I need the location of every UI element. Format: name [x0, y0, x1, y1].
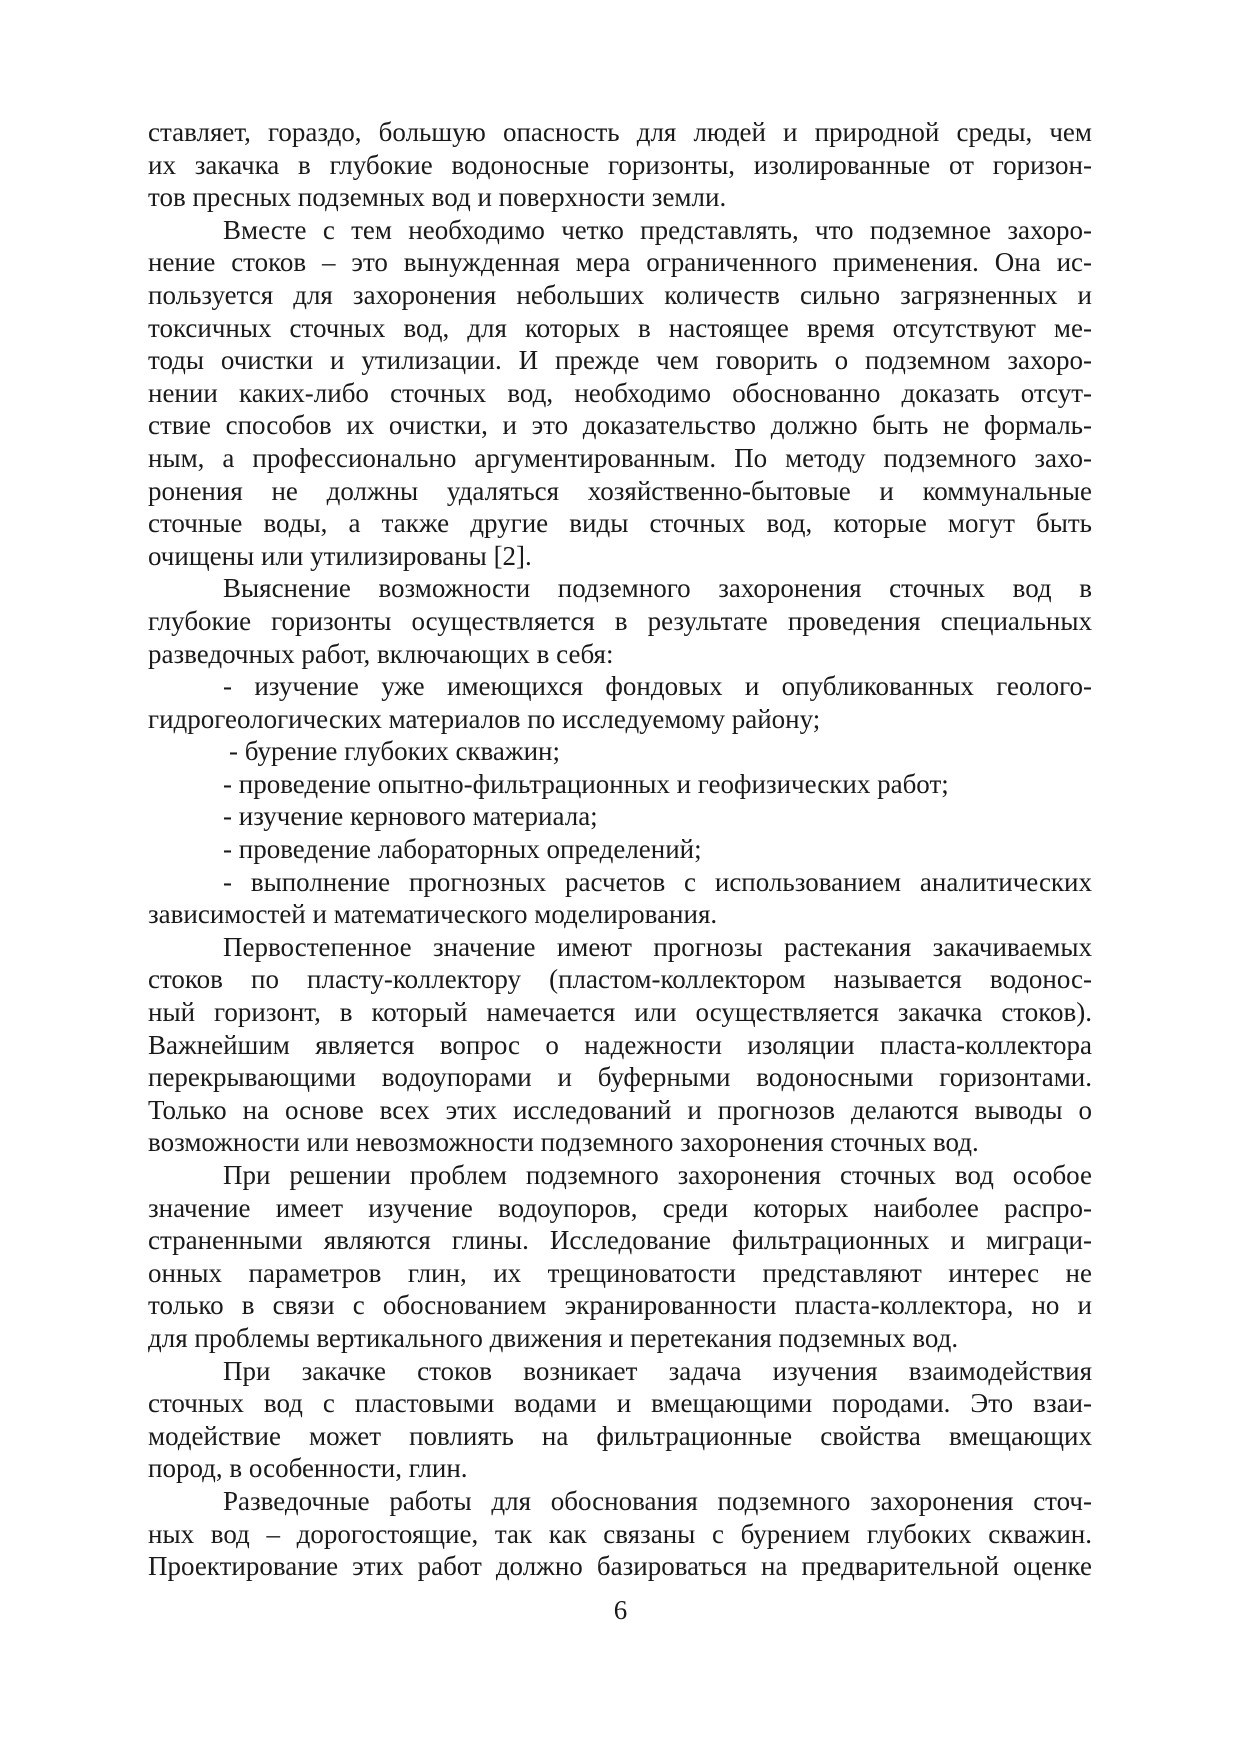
- text-line: сточных вод с пластовыми водами и вмещающими породами. Это взаи-: [148, 1388, 1092, 1419]
- text-line: пород, в особенности, глин.: [148, 1453, 468, 1484]
- text-line: - бурение глубоких скважин;: [229, 736, 560, 767]
- text-line: ставляет, гораздо, большую опасность для людей и природной среды, чем: [148, 117, 1092, 147]
- text-line: Только на основе всех этих исследований и прогнозов делаются выводы о: [148, 1094, 1092, 1125]
- text-line: разведочных работ, включающих в себя:: [148, 638, 614, 669]
- text-line: гидрогеологических материалов по исследуемому району;: [148, 703, 821, 734]
- text-line: Первостепенное значение имеют прогнозы растекания закачиваемых: [223, 931, 1092, 962]
- text-line: тов пресных подземных вод и поверхности земли.: [148, 182, 727, 213]
- text-line: их закачка в глубокие водоносные горизонты, изолированные от горизон-: [148, 149, 1092, 180]
- text-line: для проблемы вертикального движения и перетекания подземных вод.: [148, 1322, 959, 1353]
- text-line: ным, а профессионально аргументированным. По методу подземного захо-: [148, 442, 1092, 473]
- text-line: Важнейшим является вопрос о надежности изоляции пласта-коллектора: [148, 1029, 1092, 1060]
- text-line: При решении проблем подземного захоронения сточных вод особое: [223, 1160, 1092, 1190]
- text-line: ствие способов их очистки, и это доказательство должно быть не формаль-: [148, 410, 1092, 441]
- text-line: только в связи с обоснованием экранированности пласта-коллектора, но и: [148, 1290, 1092, 1321]
- text-line: ных вод – дорогостоящие, так как связаны с бурением глубоких скважин.: [148, 1518, 1092, 1549]
- text-line: тоды очистки и утилизации. И прежде чем говорить о подземном захоро-: [148, 345, 1092, 376]
- text-line: Разведочные работы для обоснования подземного захоронения сточ-: [223, 1485, 1092, 1516]
- text-line: - изучение кернового материала;: [223, 801, 598, 832]
- text-line: перекрывающими водоупорами и буферными водоносными горизонтами.: [148, 1062, 1092, 1093]
- text-line: глубокие горизонты осуществляется в результате проведения специальных: [148, 605, 1092, 636]
- text-line: онных параметров глин, их трещиноватости представляют интерес не: [148, 1257, 1092, 1288]
- text-line: нении каких-либо сточных вод, необходимо обоснованно доказать отсут-: [148, 377, 1092, 408]
- text-line: стоков по пласту-коллектору (пластом-коллектором называется водонос-: [148, 964, 1092, 995]
- text-line: - выполнение прогнозных расчетов с использованием аналитических: [223, 866, 1092, 897]
- text-line: значение имеет изучение водоупоров, среди которых наиболее распро-: [148, 1192, 1092, 1223]
- text-line: пользуется для захоронения небольших количеств сильно загрязненных и: [148, 279, 1092, 310]
- text-line: - изучение уже имеющихся фондовых и опубликованных геолого-: [223, 671, 1092, 702]
- text-line: очищены или утилизированы [2].: [148, 540, 532, 571]
- text-line: страненными являются глины. Исследование фильтрационных и миграци-: [148, 1225, 1092, 1256]
- text-line: зависимостей и математического моделирования.: [148, 899, 718, 930]
- text-line: ронения не должны удаляться хозяйственно-бытовые и коммунальные: [148, 475, 1092, 506]
- text-line: токсичных сточных вод, для которых в настоящее время отсутствуют ме-: [148, 312, 1092, 343]
- text-line: - проведение опытно-фильтрационных и геофизических работ;: [223, 768, 949, 799]
- page-number: 6: [613, 1595, 628, 1625]
- text-line: При закачке стоков возникает задача изучения взаимодействия: [223, 1355, 1092, 1386]
- text-line: нение стоков – это вынужденная мера ограниченного применения. Она ис-: [148, 247, 1092, 278]
- text-line: - проведение лабораторных определений;: [223, 834, 702, 865]
- text-line: Проектирование этих работ должно базироваться на предварительной оценке: [148, 1551, 1092, 1582]
- text-line: Вместе с тем необходимо четко представлять, что подземное захоро-: [223, 214, 1092, 245]
- text-line: возможности или невозможности подземного захоронения сточных вод.: [148, 1127, 979, 1158]
- page-body: [148, 116, 1092, 1583]
- text-line: ный горизонт, в который намечается или осуществляется закачка стоков).: [148, 997, 1092, 1028]
- text-line: Выяснение возможности подземного захоронения сточных вод в: [223, 573, 1092, 604]
- text-line: сточные воды, а также другие виды сточных вод, которые могут быть: [148, 508, 1092, 539]
- text-line: модействие может повлиять на фильтрационные свойства вмещающих: [148, 1420, 1092, 1451]
